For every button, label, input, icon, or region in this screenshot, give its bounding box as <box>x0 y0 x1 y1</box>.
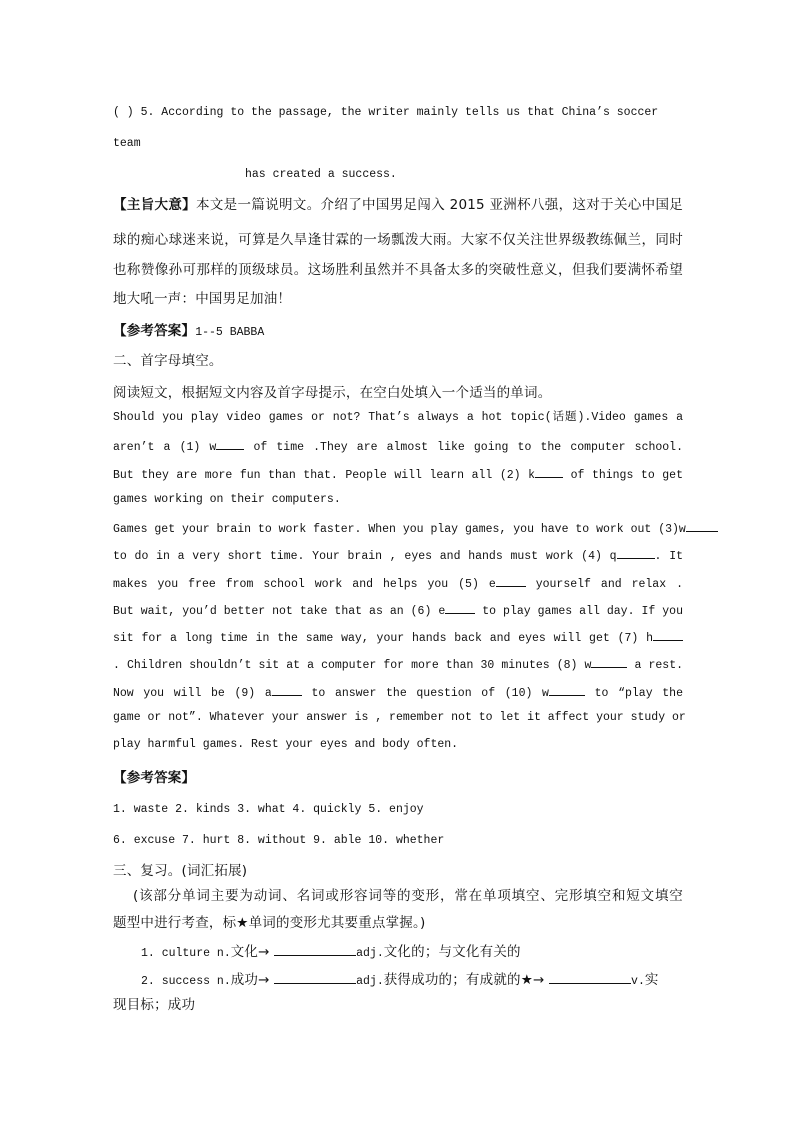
blank-7 <box>653 627 683 641</box>
summary-line-4: 地大吼一声：中国男足加油！ <box>113 291 292 307</box>
passage-text: to “play the <box>584 687 683 700</box>
summary-text: 本文是一篇说明文。介绍了中国男足闯入 2015 亚洲杯八强，这对于关心中国足 <box>196 197 683 213</box>
summary-heading: 【主旨大意】 <box>113 197 197 213</box>
passage-line-4: games working on their computers. <box>113 493 341 506</box>
passage-text: to play games all day. If you <box>475 605 683 618</box>
passage-text: Now you will be (9) a <box>113 687 272 700</box>
blank-5 <box>496 573 526 587</box>
blank-4 <box>617 545 655 559</box>
blank-9 <box>272 682 302 696</box>
blank-1 <box>216 436 244 450</box>
passage-line-2 <box>113 436 683 457</box>
vocab-text: 成功→ <box>230 972 275 988</box>
passage-text: . It <box>654 550 683 563</box>
vocab-blank-1 <box>274 942 356 956</box>
vocab-blank-3 <box>549 970 631 984</box>
vocab-text: 文化的；与文化有关的 <box>383 944 521 960</box>
answer-heading: 【参考答案】 <box>113 323 196 339</box>
passage-text: But they are more fun than that. People will learn all (2) k <box>113 469 536 482</box>
section-2-instruction: 阅读短文，根据短文内容及首字母提示，在空白处填入一个适当的单词。 <box>113 385 552 401</box>
vocab-blank-2 <box>274 970 356 984</box>
passage-text: yourself and relax . <box>525 578 683 591</box>
passage-line-9 <box>113 627 683 648</box>
summary-line-1 <box>113 196 683 214</box>
answer-row-1: 1. waste 2. kinds 3. what 4. quickly 5. enjoy <box>113 803 424 816</box>
vocab-item-2-wrap: 现目标；成功 <box>113 997 196 1013</box>
q5-line-wrap: team <box>113 137 141 150</box>
vocab-text: v. <box>631 975 645 988</box>
vocab-text: adj. <box>356 975 384 988</box>
passage-text: But wait, you’d better not take that as an (6) e <box>113 605 446 618</box>
answer-line-1 <box>113 322 683 342</box>
blank-10 <box>549 682 585 696</box>
passage-line-5 <box>113 518 686 539</box>
passage-line-3 <box>113 464 683 485</box>
vocab-text: 1. culture n. <box>141 947 231 960</box>
vocab-text: adj. <box>356 947 384 960</box>
q5-option: has created a success. <box>245 168 397 181</box>
vocab-text: 文化→ <box>230 944 275 960</box>
passage-line-13: play harmful games. Rest your eyes and body often. <box>113 738 459 751</box>
passage-text: a rest. <box>627 659 683 672</box>
blank-2 <box>535 464 563 478</box>
vocab-text: 实 <box>644 972 659 988</box>
vocab-text: 获得成功的；有成就的★→ <box>383 972 550 988</box>
passage-line-10 <box>113 654 683 675</box>
blank-3 <box>686 518 718 532</box>
passage-text: sit for a long time in the same way, your hands back and eyes will get (7) h <box>113 632 653 645</box>
summary-line-3: 也称赞像孙可那样的顶级球员。这场胜利虽然并不具备太多的突破性意义，但我们要满怀希望 <box>113 262 683 278</box>
passage-text: to answer the question of (10) w <box>301 687 549 700</box>
blank-6 <box>445 600 475 614</box>
passage-line-6 <box>113 545 683 566</box>
answer-heading-2: 【参考答案】 <box>113 770 196 786</box>
passage-text: Games get your brain to work faster. When you play games, you have to work out (3)w <box>113 523 686 536</box>
passage-text: of things to get <box>563 469 683 482</box>
passage-text: makes you free from school work and helps you (5) e <box>113 578 496 591</box>
passage-line-1: Should you play video games or not? That’s always a hot topic(话题).Video games a <box>113 411 683 424</box>
section-3-title: 三、复习。(词汇拓展) <box>113 863 248 879</box>
vocab-item-1 <box>141 942 711 963</box>
passage-line-11 <box>113 682 683 703</box>
passage-text: to do in a very short time. Your brain , eyes and hands must work (4) q <box>113 550 617 563</box>
blank-8 <box>591 654 627 668</box>
section-3-note-1: (该部分单词主要为动词、名词或形容词等的变形，常在单项填空、完形填空和短文填空 <box>133 888 683 904</box>
passage-line-8 <box>113 600 683 621</box>
section-2-title: 二、首字母填空。 <box>113 353 223 369</box>
summary-line-2: 球的痴心球迷来说，可算是久旱逢甘霖的一场瓢泼大雨。大家不仅关注世界级教练佩兰，同时 <box>113 232 683 248</box>
answer-row-2: 6. excuse 7. hurt 8. without 9. able 10. whether <box>113 834 445 847</box>
passage-text: of time .They are almost like going to the computer school. <box>244 441 683 454</box>
section-3-note-2: 题型中进行考查，标★单词的变形尤其要重点掌握。) <box>113 915 426 931</box>
passage-text: . Children shouldn’t sit at a computer for more than 30 minutes (8) w <box>113 659 592 672</box>
vocab-text: 2. success n. <box>141 975 231 988</box>
answer-text: 1--5 BABBA <box>195 326 265 339</box>
passage-text: aren’t a (1) w <box>113 441 217 454</box>
passage-line-7 <box>113 573 683 594</box>
passage-line-12: game or not”. Whatever your answer is , remember not to let it affect your study or <box>113 711 686 724</box>
vocab-item-2 <box>141 970 683 991</box>
q5-line: ( ) 5. According to the passage, the writer mainly tells us that China’s soccer <box>113 106 659 119</box>
